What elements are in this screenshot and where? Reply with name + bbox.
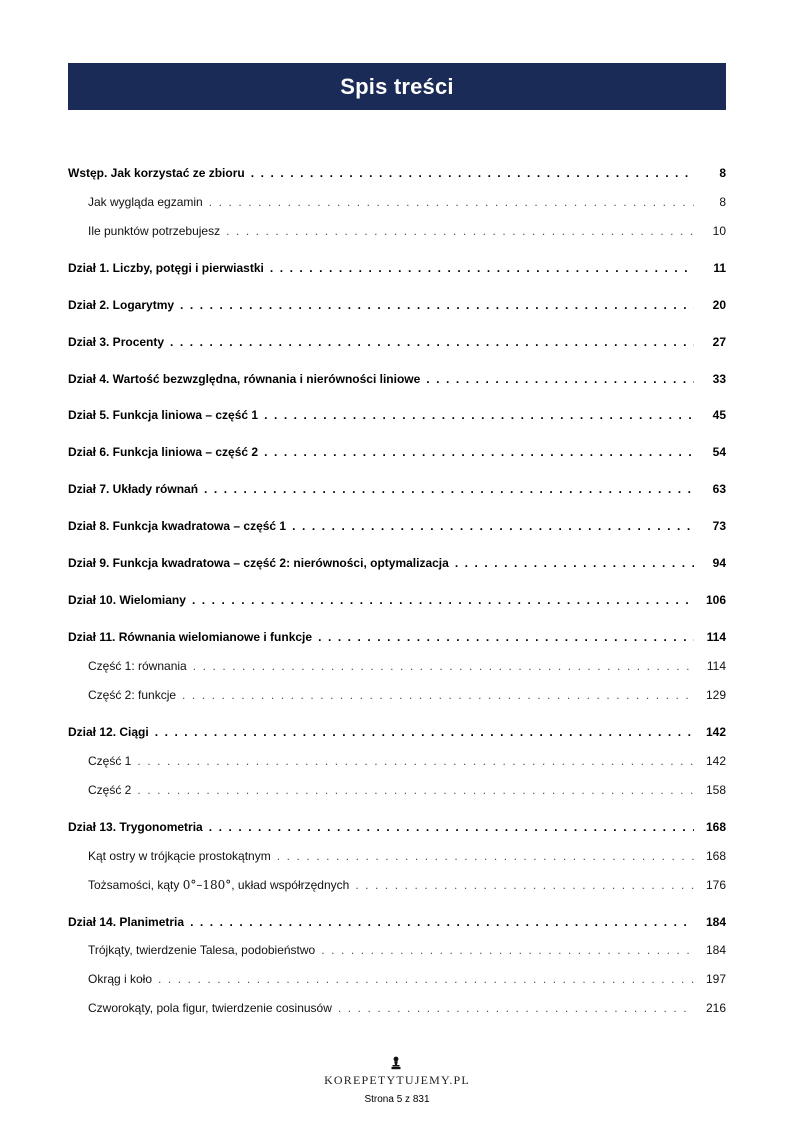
toc-page-number: 168 bbox=[705, 849, 726, 863]
toc-entry-label: Trójkąty, twierdzenie Talesa, podobieństwo bbox=[88, 943, 316, 957]
chess-pawn-icon bbox=[390, 1056, 402, 1070]
toc-entry-chapter-14[interactable] bbox=[68, 912, 726, 932]
toc-entry-label: Ile punktów potrzebujesz bbox=[88, 224, 221, 238]
toc-entry-chapter-13[interactable] bbox=[68, 817, 726, 837]
toc-entry-label: Dział 6. Funkcja liniowa – część 2 bbox=[68, 445, 259, 459]
toc-page-number: 8 bbox=[719, 166, 726, 180]
toc-entry-label: Część 1: równania bbox=[88, 659, 187, 673]
toc-entry-chapter-7[interactable] bbox=[68, 479, 726, 499]
toc-page-number: 129 bbox=[705, 688, 726, 702]
toc-subentry[interactable] bbox=[88, 221, 726, 241]
toc-page-number: 184 bbox=[705, 915, 726, 929]
toc-subentry[interactable] bbox=[88, 780, 726, 800]
toc-subentry[interactable] bbox=[88, 685, 726, 705]
toc-page-number: 8 bbox=[719, 195, 726, 209]
toc-subentry[interactable] bbox=[88, 969, 726, 989]
toc-entry-label: Dział 10. Wielomiany bbox=[68, 593, 186, 607]
toc-page-number: 27 bbox=[712, 335, 726, 349]
toc-entry-label: Dział 2. Logarytmy bbox=[68, 298, 175, 312]
toc-subentry[interactable] bbox=[88, 751, 726, 771]
toc-entry-intro[interactable] bbox=[68, 163, 726, 183]
toc-page-number: 216 bbox=[705, 1001, 726, 1015]
page-indicator: Strona 5 z 831 bbox=[364, 1094, 430, 1105]
toc-page-number: 114 bbox=[706, 630, 726, 644]
toc-subentry[interactable] bbox=[88, 875, 726, 895]
toc-page-number: 142 bbox=[705, 725, 726, 739]
toc-page-number: 114 bbox=[706, 659, 726, 673]
toc-page-number: 73 bbox=[712, 519, 726, 533]
toc-page-number: 197 bbox=[705, 972, 726, 986]
toc-entry-label: Kąt ostry w trójkącie prostokątnym bbox=[88, 849, 271, 863]
toc-entry-label: Dział 4. Wartość bezwzględna, równania i nierówności liniowe bbox=[68, 372, 421, 386]
toc-entry-label: Dział 12. Ciągi bbox=[68, 725, 149, 739]
toc-entry-label: Część 2 bbox=[88, 783, 132, 797]
toc-page-number: 176 bbox=[705, 878, 726, 892]
toc-entry-label: Wstęp. Jak korzystać ze zbioru bbox=[68, 166, 245, 180]
toc-entry-label: Dział 8. Funkcja kwadratowa – część 1 bbox=[68, 519, 287, 533]
toc-entry-label: Dział 13. Trygonometria bbox=[68, 820, 203, 834]
toc-entry-chapter-8[interactable] bbox=[68, 516, 726, 536]
toc-entry-chapter-10[interactable] bbox=[68, 590, 726, 610]
brand-name[interactable]: KOREPETYTUJEMY.PL bbox=[324, 1073, 470, 1087]
toc-page-number: 54 bbox=[712, 445, 726, 459]
page-header bbox=[68, 63, 726, 110]
toc-page-number: 33 bbox=[712, 372, 726, 386]
toc-entry-chapter-3[interactable] bbox=[68, 332, 726, 352]
toc-entry-label: Okrąg i koło bbox=[88, 972, 153, 986]
page-title: Spis treści bbox=[340, 73, 454, 99]
toc-subentry[interactable] bbox=[88, 998, 726, 1018]
toc-entry-chapter-9[interactable] bbox=[68, 553, 726, 573]
toc-page-number: 94 bbox=[712, 556, 726, 570]
toc-entry-label: Dział 14. Planimetria bbox=[68, 915, 185, 929]
toc-page-number: 168 bbox=[705, 820, 726, 834]
toc-subentry[interactable] bbox=[88, 940, 726, 960]
toc-entry-label: Dział 3. Procenty bbox=[68, 335, 165, 349]
toc-page-number: 20 bbox=[712, 298, 726, 312]
toc-entry-chapter-6[interactable] bbox=[68, 442, 726, 462]
toc-page-number: 45 bbox=[712, 408, 726, 422]
toc-entry-label: Część 2: funkcje bbox=[88, 688, 177, 702]
toc-subentry[interactable] bbox=[88, 656, 726, 676]
toc-page-number: 63 bbox=[712, 482, 726, 496]
toc-entry-label: Czworokąty, pola figur, twierdzenie cosinusów bbox=[88, 1001, 332, 1015]
angle-range-math: 0°–180° bbox=[182, 878, 232, 892]
toc-entry-label: Dział 7. Układy równań bbox=[68, 482, 199, 496]
toc-page-number: 158 bbox=[705, 783, 726, 797]
toc-entry-chapter-1[interactable] bbox=[68, 258, 726, 278]
toc-entry-label: Część 1 bbox=[88, 754, 132, 768]
toc-entry-chapter-4[interactable] bbox=[68, 369, 726, 389]
toc-page-number: 11 bbox=[713, 261, 726, 275]
toc-entry-label: Dział 9. Funkcja kwadratowa – część 2: nierówności, optymalizacja bbox=[68, 556, 449, 570]
toc-entry-label: Tożsamości, kąty 0°–180°, układ współrzędnych bbox=[88, 878, 350, 892]
toc-entry-label: Dział 5. Funkcja liniowa – część 1 bbox=[68, 408, 259, 422]
toc-entry-label: Dział 1. Liczby, potęgi i pierwiastki bbox=[68, 261, 264, 275]
toc-entry-chapter-2[interactable] bbox=[68, 295, 726, 315]
toc-entry-chapter-11[interactable] bbox=[68, 627, 726, 647]
toc-page-number: 106 bbox=[705, 593, 726, 607]
toc-entry-label: Dział 11. Równania wielomianowe i funkcje bbox=[68, 630, 313, 644]
toc-entry-chapter-12[interactable] bbox=[68, 722, 726, 742]
toc-subentry[interactable] bbox=[88, 846, 726, 866]
toc-entry-chapter-5[interactable] bbox=[68, 405, 726, 425]
toc-page-number: 10 bbox=[712, 224, 726, 238]
toc-subentry[interactable] bbox=[88, 192, 726, 212]
toc-entry-label: Jak wygląda egzamin bbox=[88, 195, 203, 209]
toc-page-number: 184 bbox=[705, 943, 726, 957]
toc-page-number: 142 bbox=[705, 754, 726, 768]
